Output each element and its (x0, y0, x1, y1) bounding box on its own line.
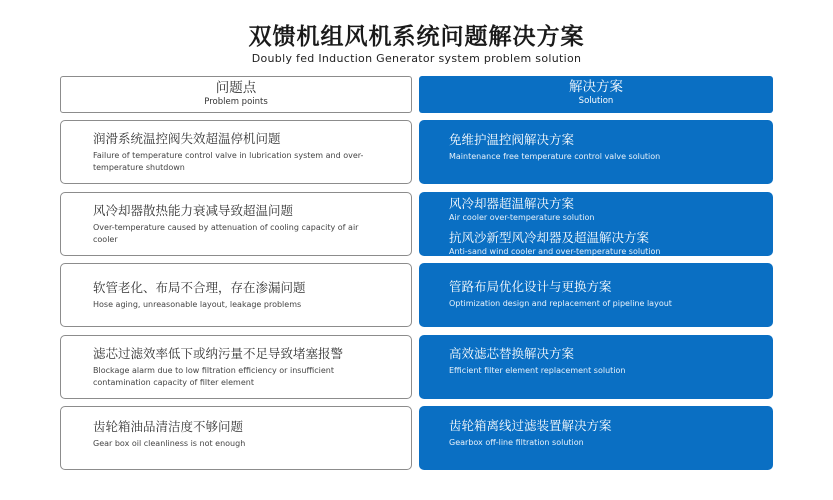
solution-text-en: Optimization design and replacement of pipeline layout (449, 299, 672, 308)
problem-text-en: Gear box oil cleanliness is not enough (93, 439, 246, 448)
problems-column-header (60, 76, 412, 113)
solution-text-en: Efficient filter element replacement solution (449, 366, 626, 375)
solution-card (419, 335, 773, 399)
solution-text-en: Anti-sand wind cooler and over-temperature solution (449, 246, 661, 256)
problem-card (60, 406, 412, 470)
solution-card (419, 406, 773, 470)
solution-text-en: Gearbox off-line filtration solution (449, 438, 584, 447)
solution-card (419, 192, 773, 256)
solution-text-cn: 管路布局优化设计与更换方案 (449, 279, 612, 294)
problem-card (60, 120, 412, 184)
problems-header-label-cn: 问题点 (215, 80, 257, 96)
problem-text-en: Failure of temperature control valve in lubrication system and over-temperature shutdown (93, 151, 364, 172)
page-title: 双馈机组风机系统问题解决方案 (248, 24, 585, 50)
solutions-header-label-en: Solution (578, 96, 614, 106)
problem-text-cn: 风冷却器散热能力衰减导致超温问题 (93, 203, 294, 218)
solutions-column-header (419, 76, 773, 113)
problem-card (60, 335, 412, 399)
problem-text-en: Over-temperature caused by attenuation of cooling capacity of air cooler (93, 223, 359, 244)
solution-item (449, 230, 743, 258)
solution-text-cn: 齿轮箱离线过滤装置解决方案 (449, 418, 612, 433)
solution-text-cn: 抗风沙新型风冷却器及超温解决方案 (449, 229, 650, 245)
problem-text-en: Blockage alarm due to low filtration efficiency or insufficient contamination capacity of filter element (93, 366, 334, 387)
solution-text-en: Maintenance free temperature control valve solution (449, 152, 661, 161)
solution-text-cn: 免维护温控阀解决方案 (449, 132, 575, 147)
problem-text-en: Hose aging, unreasonable layout, leakage problems (93, 300, 302, 309)
solution-item (449, 196, 743, 224)
solution-card (419, 263, 773, 327)
solution-text-cn: 高效滤芯替换解决方案 (449, 346, 575, 361)
page-subtitle: Doubly fed Induction Generator system problem solution (251, 52, 582, 65)
problem-text-cn: 软管老化、布局不合理，存在渗漏问题 (93, 280, 306, 295)
solution-text-cn: 风冷却器超温解决方案 (449, 196, 575, 211)
problem-text-cn: 滤芯过滤效率低下或纳污量不足导致堵塞报警 (93, 346, 344, 361)
problem-text-cn: 润滑系统温控阀失效超温停机问题 (93, 131, 281, 146)
problem-card (60, 192, 412, 256)
problem-card (60, 263, 412, 327)
solutions-header-label-cn: 解决方案 (569, 79, 623, 95)
solution-card (419, 120, 773, 184)
problem-text-cn: 齿轮箱油品清洁度不够问题 (93, 419, 244, 434)
solution-text-en: Air cooler over-temperature solution (449, 213, 595, 222)
problems-header-label-en: Problem points (204, 97, 268, 107)
